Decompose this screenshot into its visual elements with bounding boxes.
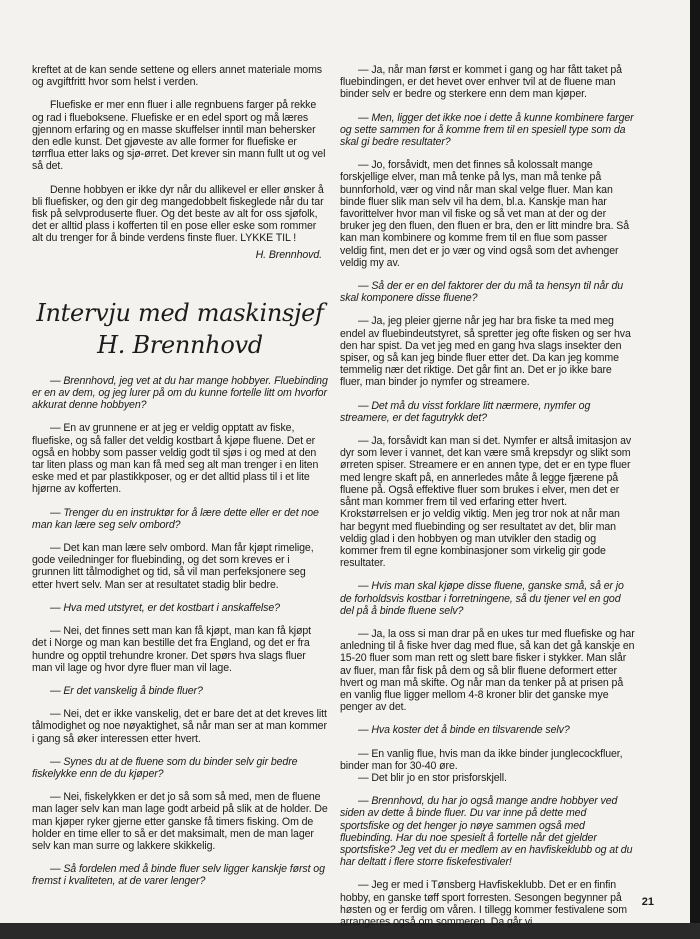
intro-paragraph: Denne hobbyen er ikke dyr når du allikevel er eller ønsker å bli fluefisker, og den gir deg mangedobbelt fiskeglede når du tar fisk på selvproduserte fluer. Og det beste av alt for oss sjøfolk, det er alltid plass i kofferten til en pose eller eske som rommer alt du trenger for å binde verdens finste fluer. LYKKE TIL ! [32, 183, 324, 245]
interview-question: — Hva koster det å binde en tilsvarende selv? [358, 724, 570, 737]
interview-left [32, 375, 328, 888]
interview-answer: — Ja, la oss si man drar på en ukes tur med fluefiske og har anledning til å fiske hver dag med flue, så kan det gå kanskje en 15-20 fluer som man rett og slett bare fisker i stykker. Man slår av fluer, man får fisk på dem og så blir fluene deformert etter hvert og man må skifte. Og når man da tenker på at prisen på en vanlig flue ligger mellom 4-8 kroner blir det ganske mye penger av det. [340, 627, 635, 714]
headline-line: Intervju med maskinsjef [36, 298, 324, 327]
interview-answer: — Det blir jo en stor prisforskjell. [358, 771, 507, 784]
interview-question: — Så der er en del faktorer der du må ta hensyn til når du skal komponere disse fluene? [340, 280, 624, 305]
interview-answer: — Nei, fiskelykken er det jo så som så med, men de fluene man lager selv kan man lage godt arbeid på slik at de holder. De man kjøper ryker gjerne etter ganske få timers fisking. Om de holder en time eller to så er det maksimalt, men de man lager selv kan man surre og lakkere skikkelig. [32, 791, 328, 852]
interview-answer: — Nei, det finnes sett man kan få kjøpt, man kan få kjøpt det i Norge og man kan bestille det fra England, og det er fra hundre og opptil trehundre kroner. Det spørs hva slags fluer man vil lage og hvor dyre fluer man vil lage. [32, 625, 312, 674]
right-column [340, 64, 636, 939]
interview-answer: — Ja, jeg pleier gjerne når jeg har bra fiske ta med meg endel av fluebindeutstyret, så spretter jeg ofte fisken og ser hva den har spist. Da vet jeg med en gang hva slags insekter den spiser, og så kan jeg binde fluer etter det. Da kan jeg komme temmelig nær det riktige. Det går fint an. Det er jo ikke bare fluer, man binder jo nymfer og streamere. [340, 315, 631, 389]
left-column [32, 64, 328, 899]
interview-question: — Men, ligger det ikke noe i dette å kunne kombinere farger og sette sammen for å komme frem til en spesiell type som da skal gi bedre resultater? [340, 111, 634, 149]
interview-question: — Trenger du en instruktør for å lære dette eller er det noe man kan lære seg selv ombord? [32, 506, 319, 531]
interview-answer: — Ja, forsåvidt kan man si det. Nymfer er altså imitasjon av dyr som lever i vannet, det kan være små krepsdyr og slikt som ørreten spiser. Streamere er en annen type, det er en type fluer med lengre skaft på, en annerledes måte å legge fjærene på fluene på. Også effektive fluer som brukes i elver, men det er sånt man kommer frem til ved erfaring etter hvert. Krokstørrelsen er jo veldig viktig. Men jeg tror nok at når man har begynt med fluebinding og ser resultatet av det, blir man veldig glad i den hobbyen og man utvikler den stadig og kommer frem til egne kombinasjoner som virkelig gir gode resultater. [340, 435, 632, 570]
intro-paragraph: Fluefiske er mer enn fluer i alle regnbuens farger på rekke og rad i flueboksene. Fluefiske er en edel sport og må læres gjennom erfaring og en masse skuffelser inntil man behersker den edle kunst. Det gjøveste av alle former for fluefiske er tørrflua etter laks og sjø-ørret. Det krever sin mann fullt ut og vel så det. [32, 99, 326, 173]
interview-answer: — En vanlig flue, hvis man da ikke binder junglecockfluer, binder man for 30-40 øre. [340, 747, 623, 772]
interview-question: — Synes du at de fluene som du binder selv gir bedre fiskelykke enn de du kjøper? [32, 755, 298, 780]
interview-question: — Er det vanskelig å binde fluer? [50, 684, 203, 697]
interview-question: — Brennhovd, jeg vet at du har mange hobbyer. Fluebinding er en av dem, og jeg lurer på om du kunne fortelle litt om hvorfor akkurat denne hobbyen? [32, 374, 328, 412]
author-signature: H. Brennhovd. [255, 248, 322, 261]
interview-answer: — Jeg er med i Tønsberg Havfiskeklubb. Det er en finfin hobby, en ganske tøff sport forresten. Sesongen begynner på høsten og er ferdig om våren. I tillegg kommer festivalene som arrangeres også om sommeren. Da går vi [340, 879, 628, 928]
page-edge [690, 0, 700, 923]
interview-answer: — En av grunnene er at jeg er veldig opptatt av fiske, fluefiske, og så faller det veldig kostbart å kjøpe fluene. Det er også en hobby som passer veldig godt til sjøs i og med at den tar liten plass og man kan få med seg alt man trenger i en liten eske med et par plastikkposer, og er det alltid plass til i et lite hjørne av kofferten. [32, 422, 319, 496]
interview-question: — Så fordelen med å binde fluer selv ligger kanskje først og fremst i kvaliteten, at de varer lenger? [32, 863, 325, 888]
article-headline [32, 297, 328, 361]
headline-line: H. Brennhovd [97, 330, 263, 359]
interview-question: — Brennhovd, du har jo også mange andre hobbyer ved siden av dette å binde fluer. Du var inne på dette med sportsfiske og det henger jo nøye sammen også med fluebinding. Har du noe spesielt å fortelle når det gjelder sportsfiske? Jeg vet du er medlem av en havfiskeklubb og at du har deltatt i flere storre fiskefestivaler! [340, 795, 633, 869]
interview-answer: — Nei, det er ikke vanskelig, det er bare det at det kreves litt tålmodighet og noe nøyaktighet, så når man ser at man kommer i gang så øker interessen etter hvert. [32, 708, 327, 745]
interview-answer: — Det kan man lære selv ombord. Man får kjøpt rimelige, gode veiledninger for fluebinding, og det som kreves er i grunnen litt tålmodighet og tid, så vil man perfeksjonere seg etter hvert selv. Man ser at resultatet stadig blir bedre. [32, 542, 314, 591]
interview-question: — Det må du visst forklare litt nærmere, nymfer og streamere, er det fagutrykk det? [340, 399, 591, 424]
interview-answer: — Ja, når man først er kommet i gang og har fått taket på fluebindingen, er det hevet over enhver tvil at de fluene man binder selv er bedre og sterkere enn dem man kjøper. [340, 64, 622, 101]
intro-paragraph: kreftet at de kan sende settene og ellers annet materiale moms og avgiftfritt hvor som helst i verden. [32, 64, 323, 89]
interview-question: — Hvis man skal kjøpe disse fluene, ganske små, så er jo de forholdsvis kostbar i forretningene, så du tjener vel en god del på å binde fluene selv? [340, 580, 624, 617]
interview-question: — Hva med utstyret, er det kostbart i anskaffelse? [50, 601, 280, 614]
page-number: 21 [641, 896, 654, 908]
interview-answer: — Jo, forsåvidt, men det finnes så kolossalt mange forskjellige elver, man må tenke på lys, man må tenke på bunnforhold, vær og vind når man skal velge fluer. Man kan binde fluer slik man selv vil ha dem, bl.a. Kanskje man har favorittelver hvor man vil fiske og så vet man at der og der bruker jeg den fluen, den fluen er bra, den er litt mindre bra. Så kan man kombinere og komme frem til en flue som passer veldig fint, men det er jo vær og vind også som det avhenger veldig my av. [340, 159, 630, 269]
